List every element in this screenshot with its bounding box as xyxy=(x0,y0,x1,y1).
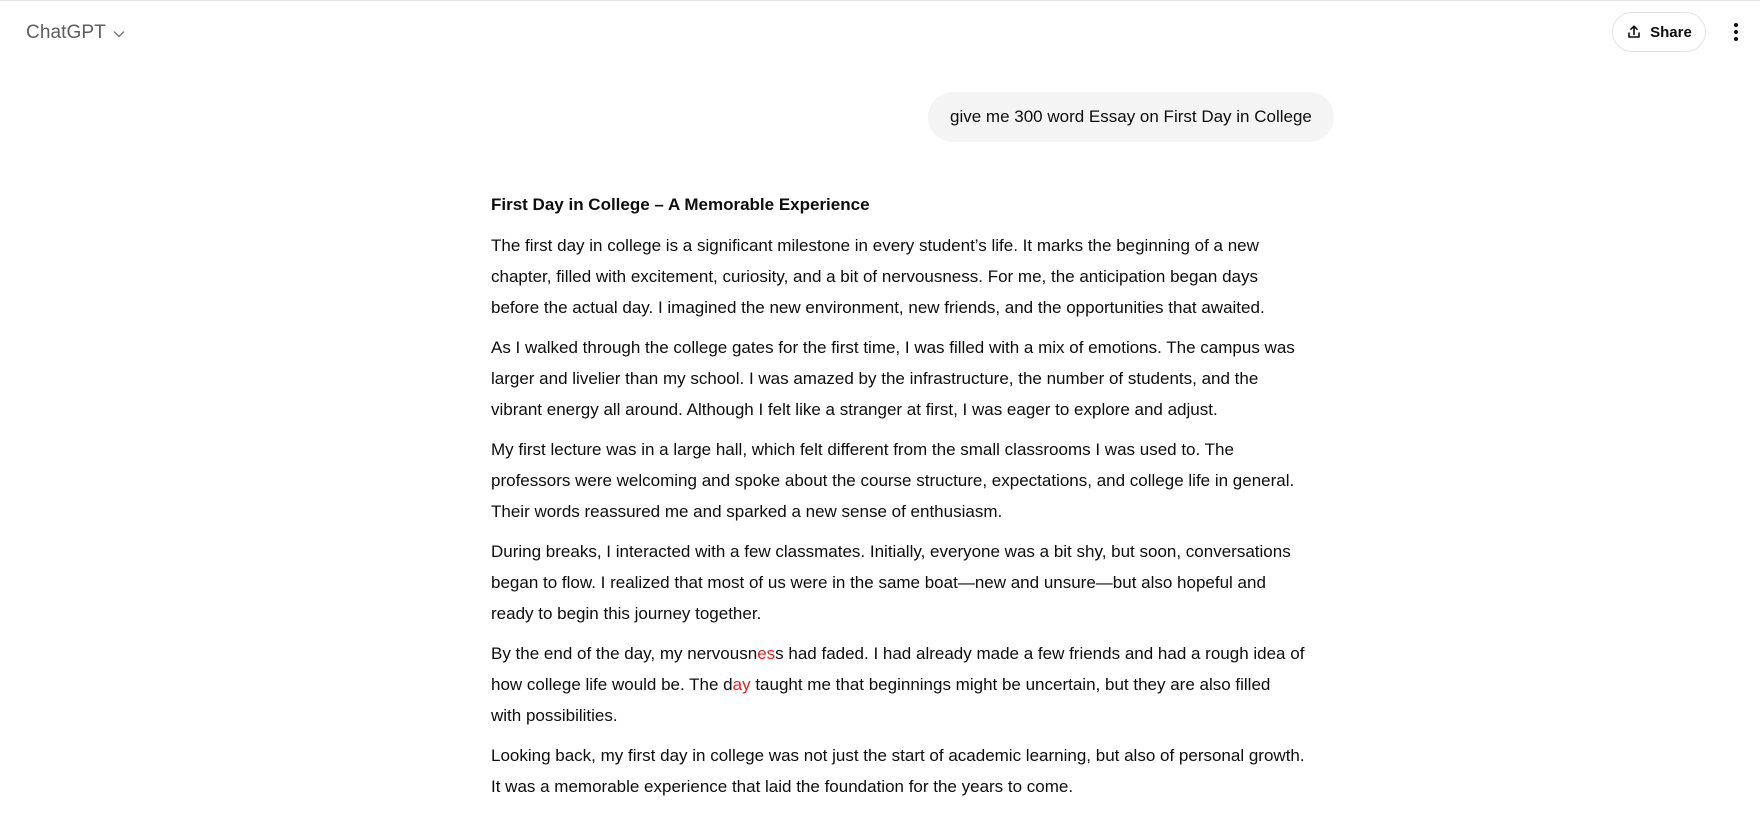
paragraph-line: ready to begin this journey together. xyxy=(491,604,762,623)
user-message-text: give me 300 word Essay on First Day in College xyxy=(950,107,1312,126)
paragraph-line: before the actual day. I imagined the new environment, new friends, and the opportunities that awaited. xyxy=(491,298,1265,317)
essay-title: First Day in College – A Memorable Experience xyxy=(491,195,870,214)
share-button[interactable] xyxy=(1612,12,1706,52)
paragraph-line xyxy=(491,638,1351,669)
paragraph-line: My first lecture was in a large hall, which felt different from the small classrooms I was used to. The xyxy=(491,440,1234,459)
paragraph-line: The first day in college is a significant milestone in every student’s life. It marks the beginning of a new xyxy=(491,236,1259,255)
text-segment: s had faded. I had already made a few friends and had a rough idea of xyxy=(775,644,1305,663)
more-vertical-icon xyxy=(1733,22,1739,42)
essay-paragraph-1 xyxy=(491,230,1351,323)
paragraph-line: It was a memorable experience that laid the foundation for the years to come. xyxy=(491,777,1074,796)
share-label: Share xyxy=(1650,23,1692,41)
paragraph-line: Their words reassured me and sparked a new sense of enthusiasm. xyxy=(491,502,1003,521)
user-message-bubble xyxy=(928,92,1334,142)
more-options-button[interactable] xyxy=(1724,15,1748,49)
model-name: ChatGPT xyxy=(26,22,106,43)
paragraph-line: professors were welcoming and spoke about the course structure, expectations, and college life in general. xyxy=(491,471,1295,490)
paragraph-line: began to flow. I realized that most of us were in the same boat—new and unsure—but also hopeful and xyxy=(491,573,1266,592)
chevron-down-icon xyxy=(112,27,126,41)
paragraph-line: vibrant energy all around. Although I felt like a stranger at first, I was eager to explore and adjust. xyxy=(491,400,1218,419)
text-segment: By the end of the day, my nervousn xyxy=(491,644,758,663)
highlighted-text: ay xyxy=(732,675,751,694)
model-switcher[interactable] xyxy=(16,15,136,51)
paragraph-line: During breaks, I interacted with a few classmates. Initially, everyone was a bit shy, but soon, conversations xyxy=(491,542,1291,561)
paragraph-line xyxy=(491,669,1351,700)
essay-paragraph-4 xyxy=(491,536,1351,629)
highlighted-text: es xyxy=(757,644,776,663)
paragraph-line: with possibilities. xyxy=(491,706,618,725)
essay-paragraph-5 xyxy=(491,638,1351,731)
essay-paragraph-3 xyxy=(491,434,1351,527)
paragraph-line: larger and livelier than my school. I was amazed by the infrastructure, the number of students, and the xyxy=(491,369,1259,388)
assistant-message xyxy=(491,191,1351,811)
essay-paragraph-6 xyxy=(491,740,1351,802)
paragraph-line: chapter, filled with excitement, curiosity, and a bit of nervousness. For me, the anticipation began days xyxy=(491,267,1258,286)
text-segment: taught me that beginnings might be uncertain, but they are also filled xyxy=(750,675,1271,694)
paragraph-line: Looking back, my first day in college was not just the start of academic learning, but also of personal growth. xyxy=(491,746,1305,765)
text-segment: how college life would be. The d xyxy=(491,675,733,694)
share-icon xyxy=(1626,24,1642,40)
paragraph-line: As I walked through the college gates for the first time, I was filled with a mix of emotions. The campus was xyxy=(491,338,1295,357)
essay-paragraph-2 xyxy=(491,332,1351,425)
